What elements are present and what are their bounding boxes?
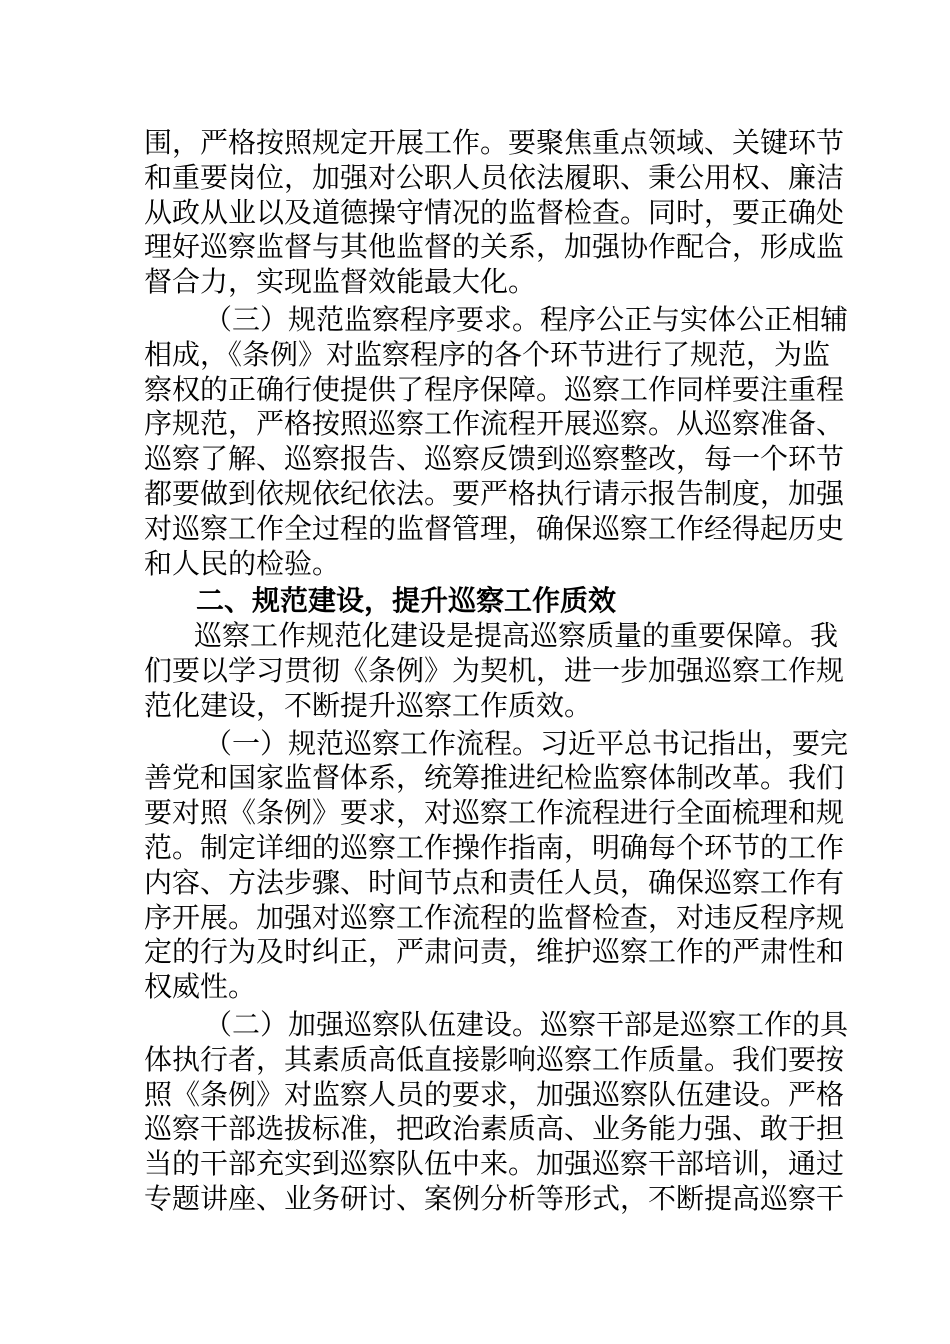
text-line: 范。制定详细的巡察工作操作指南，明确每个环节的工作 <box>144 830 845 864</box>
text-line: 理好巡察监督与其他监督的关系，加强协作配合，形成监 <box>144 230 845 264</box>
text-line: 内容、方法步骤、时间节点和责任人员，确保巡察工作有 <box>144 865 845 899</box>
text-line: 都要做到依规依纪依法。要严格执行请示报告制度，加强 <box>144 476 845 510</box>
text-line: 巡察了解、巡察报告、巡察反馈到巡察整改，每一个环节 <box>144 442 845 476</box>
paragraph-body <box>144 619 845 723</box>
paragraph-continuation <box>144 126 845 300</box>
paragraph-subsection-2 <box>144 1007 849 1217</box>
paragraph-subsection-1 <box>144 726 849 1005</box>
text-line: 善党和国家监督体系，统筹推进纪检监察体制改革。我们 <box>144 761 845 795</box>
text-line: 从政从业以及道德操守情况的监督检查。同时，要正确处 <box>144 195 845 229</box>
text-line: 序规范，严格按照巡察工作流程开展巡察。从巡察准备、 <box>144 407 845 441</box>
subsection-first-line: （二）加强巡察队伍建设。巡察干部是巡察工作的具 <box>204 1007 849 1041</box>
text-line: 巡察工作规范化建设是提高巡察质量的重要保障。我 <box>194 619 839 653</box>
subsection-first-line: （一）规范巡察工作流程。习近平总书记指出，要完 <box>204 726 849 760</box>
section-heading-text: 二、规范建设，提升巡察工作质效 <box>196 584 617 618</box>
section-heading <box>144 584 810 619</box>
text-line: 察权的正确行使提供了程序保障。巡察工作同样要注重程 <box>144 372 845 406</box>
text-line: 和人民的检验。 <box>144 546 341 580</box>
text-line: 要对照《条例》要求，对巡察工作流程进行全面梳理和规 <box>144 796 845 830</box>
text-line: 定的行为及时纠正，严肃问责，维护巡察工作的严肃性和 <box>144 935 845 969</box>
text-line: 范化建设，不断提升巡察工作质效。 <box>144 688 593 722</box>
text-line: 体执行者，其素质高低直接影响巡察工作质量。我们要按 <box>144 1042 845 1076</box>
text-line: 和重要岗位，加强对公职人员依法履职、秉公用权、廉洁 <box>144 160 845 194</box>
text-line: 相成，《条例》对监察程序的各个环节进行了规范，为监 <box>144 337 831 371</box>
text-line: 专题讲座、业务研讨、案例分析等形式，不断提高巡察干 <box>144 1181 845 1215</box>
text-line: 督合力，实现监督效能最大化。 <box>144 265 537 299</box>
text-line: 围，严格按照规定开展工作。要聚焦重点领域、关键环节 <box>144 126 845 159</box>
text-line: 们要以学习贯彻《条例》为契机，进一步加强巡察工作规 <box>144 653 845 687</box>
text-line: 当的干部充实到巡察队伍中来。加强巡察干部培训，通过 <box>144 1147 845 1181</box>
document-body <box>144 126 849 1217</box>
text-line: 权威性。 <box>144 970 257 1004</box>
subsection-first-line: （三）规范监察程序要求。程序公正与实体公正相辅 <box>204 302 849 336</box>
text-line: 巡察干部选拔标准，把政治素质高、业务能力强、敢于担 <box>144 1112 845 1146</box>
text-line: 照《条例》对监察人员的要求，加强巡察队伍建设。严格 <box>144 1077 845 1111</box>
text-line: 对巡察工作全过程的监督管理，确保巡察工作经得起历史 <box>144 511 845 545</box>
paragraph-subsection-3 <box>144 302 849 581</box>
text-line: 序开展。加强对巡察工作流程的监督检查，对违反程序规 <box>144 900 845 934</box>
